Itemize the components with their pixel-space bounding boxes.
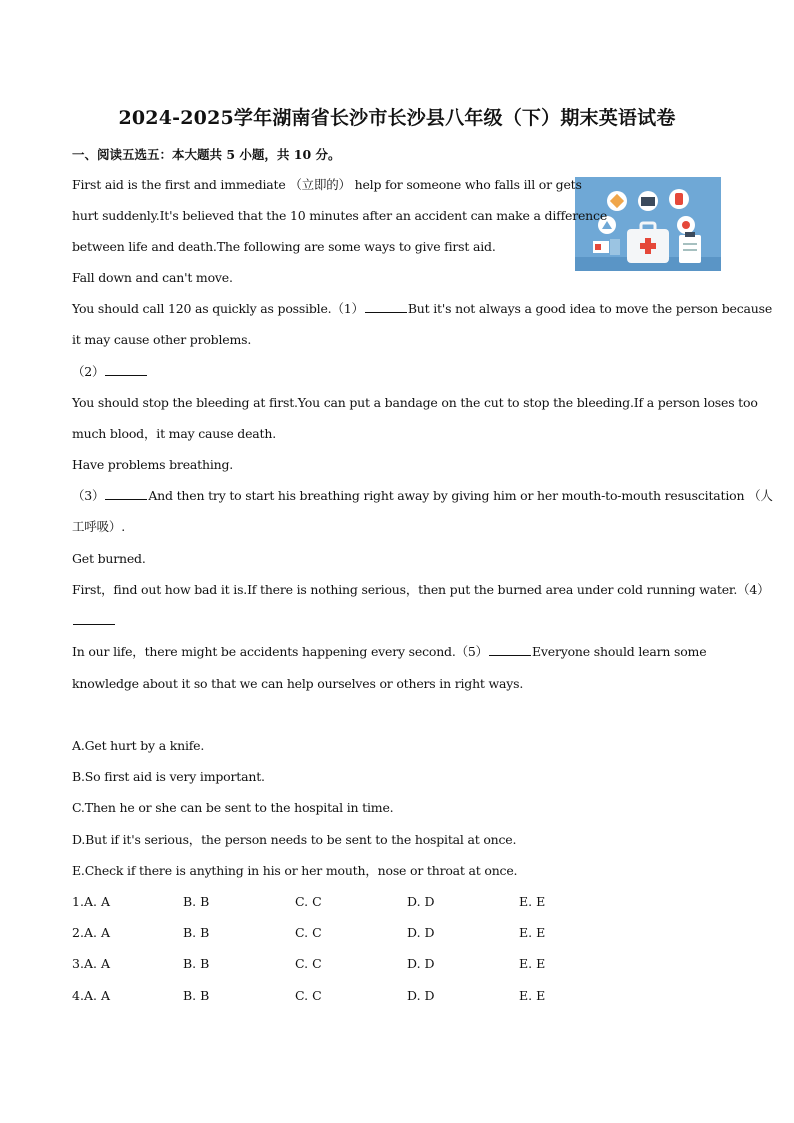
question-number: 3.	[72, 956, 84, 971]
passage-line: much blood，it may cause death.	[72, 426, 277, 441]
passage-text: （2）	[72, 364, 105, 379]
option-a: A.Get hurt by a knife.	[72, 738, 205, 753]
passage-line: First aid is the first and immediate （立即的） help for someone who falls ill or gets	[72, 177, 582, 192]
passage-line: hurt suddenly.It's believed that the 10 minutes after an accident can make a difference	[72, 208, 608, 223]
choice-d[interactable]: D. D	[407, 925, 435, 940]
choice-b[interactable]: B. B	[183, 988, 210, 1003]
passage-line	[72, 301, 772, 317]
choice-d[interactable]: D. D	[407, 956, 435, 971]
choice-c[interactable]: C. C	[295, 925, 322, 940]
passage-line	[72, 644, 706, 660]
option-b: B.So first aid is very important.	[72, 769, 265, 784]
passage-line	[72, 488, 773, 504]
passage-line: You should stop the bleeding at first.You can put a bandage on the cut to stop the bleeding.If a person loses too	[72, 395, 758, 410]
passage-line: it may cause other problems.	[72, 332, 252, 347]
choice-b[interactable]: B. B	[183, 956, 210, 971]
passage-text: And then try to start his breathing right away by giving him or her mouth-to-mouth resuscitation （人	[148, 488, 773, 503]
passage-text: But it's not always a good idea to move the person because	[407, 301, 773, 316]
question-row	[72, 988, 632, 1004]
choice-c[interactable]: C. C	[295, 988, 322, 1003]
choice-b[interactable]: B. B	[183, 894, 210, 909]
answer-blank-2[interactable]	[105, 365, 147, 376]
choice-c[interactable]: C. C	[295, 894, 322, 909]
answer-blank-1[interactable]	[365, 302, 407, 313]
answer-blank-4[interactable]	[73, 614, 115, 625]
question-number: 2.	[72, 925, 84, 940]
answer-blank-3[interactable]	[105, 489, 147, 500]
question-row	[72, 956, 632, 972]
question-row	[72, 894, 632, 910]
passage-text: Everyone should learn some	[531, 644, 707, 659]
question-number: 1.	[72, 894, 84, 909]
choice-e[interactable]: E. E	[519, 956, 546, 971]
option-d: D.But if it's serious，the person needs to be sent to the hospital at once.	[72, 832, 517, 847]
choice-b[interactable]: B. B	[183, 925, 210, 940]
choice-a[interactable]: A. A	[84, 956, 111, 971]
page-title: 2024-2025学年湖南省长沙市长沙县八年级（下）期末英语试卷	[118, 107, 676, 129]
passage-line: First，find out how bad it is.If there is nothing serious，then put the burned area under cold running water.（4）	[72, 582, 770, 597]
choice-e[interactable]: E. E	[519, 894, 546, 909]
passage-line: 工呼吸）.	[72, 519, 125, 534]
option-c: C.Then he or she can be sent to the hospital in time.	[72, 800, 394, 815]
choice-c[interactable]: C. C	[295, 956, 322, 971]
choice-d[interactable]: D. D	[407, 894, 435, 909]
first-aid-illustration	[575, 177, 721, 271]
passage-text: In our life，there might be accidents happening every second.（5）	[72, 644, 488, 659]
passage-line: Have problems breathing.	[72, 457, 234, 472]
choice-e[interactable]: E. E	[519, 988, 546, 1003]
question-number: 4.	[72, 988, 84, 1003]
passage-text: （3）	[72, 488, 105, 503]
passage-line	[72, 613, 116, 629]
passage-line: Get burned.	[72, 551, 146, 566]
section-heading: 一、阅读五选五：本大题共 5 小题，共 10 分。	[72, 147, 341, 162]
passage-line: Fall down and can't move.	[72, 270, 233, 285]
choice-e[interactable]: E. E	[519, 925, 546, 940]
answer-blank-5[interactable]	[489, 645, 531, 656]
passage-line: knowledge about it so that we can help ourselves or others in right ways.	[72, 676, 524, 691]
passage-text: You should call 120 as quickly as possible.（1）	[72, 301, 364, 316]
choice-a[interactable]: A. A	[84, 988, 111, 1003]
question-row	[72, 925, 632, 941]
passage-line: between life and death.The following are some ways to give first aid.	[72, 239, 496, 254]
choice-a[interactable]: A. A	[84, 925, 111, 940]
choice-d[interactable]: D. D	[407, 988, 435, 1003]
option-e: E.Check if there is anything in his or her mouth，nose or throat at once.	[72, 863, 518, 878]
passage-line	[72, 364, 148, 380]
choice-a[interactable]: A. A	[84, 894, 111, 909]
